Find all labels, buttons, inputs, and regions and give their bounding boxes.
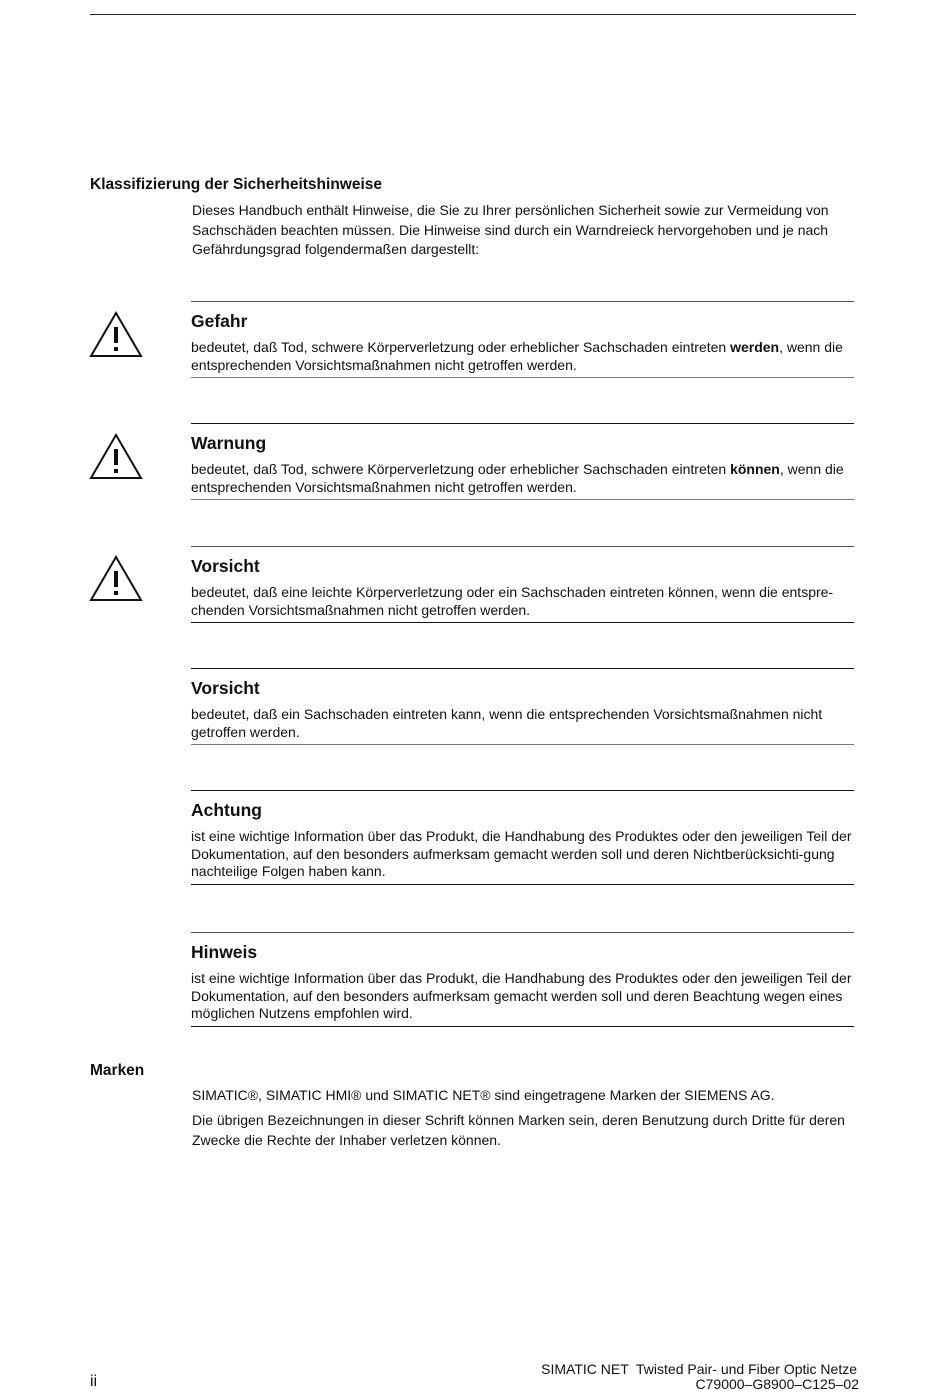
notice-achtung xyxy=(191,790,854,885)
notice-bottom-rule xyxy=(191,377,854,378)
footer-doc-title: SIMATIC NET Twisted Pair- und Fiber Optic Netze xyxy=(541,1361,857,1377)
notice-hinweis xyxy=(191,932,854,1027)
notice-text: bedeutet, daß eine leichte Körperverletzung oder ein Sachschaden eintreten können, wenn die entspre-chenden Vorsichtsmaßnahmen nicht getroffen werden. xyxy=(191,584,834,618)
notice-top-rule xyxy=(191,301,854,302)
notice-text: bedeutet, daß ein Sachschaden eintreten kann, wenn die entsprechenden Vorsichtsmaßnahmen nicht getroffen werden. xyxy=(191,706,823,740)
notice-bottom-rule xyxy=(191,622,854,623)
notice-bottom-rule xyxy=(191,1026,854,1027)
warning-triangle-icon xyxy=(88,310,144,360)
notice-bottom-rule xyxy=(191,884,854,885)
notice-title: Warnung xyxy=(191,433,267,453)
notice-text: ist eine wichtige Information über das Produkt, die Handhabung des Produktes oder den jeweiligen Teil der Dokumentation, auf den besonders aufmerksam gemacht werden soll und deren Beachtung wegen eines möglichen Nutzens empfohlen wird. xyxy=(191,970,852,1021)
notice-top-rule xyxy=(191,423,854,424)
marks-registered: SIMATIC®, SIMATIC HMI® und SIMATIC NET® sind eingetragene Marken der SIEMENS AG. xyxy=(192,1087,775,1103)
notice-top-rule xyxy=(191,932,854,933)
notice-top-rule xyxy=(191,790,854,791)
notice-top-rule xyxy=(191,668,854,669)
notice-text: bedeutet, daß Tod, schwere Körperverletzung oder erheblicher Sachschaden eintreten können, wenn die entsprechenden Vorsichtsmaßnahmen nicht getroffen werden. xyxy=(191,461,844,495)
notice-bottom-rule xyxy=(191,499,854,500)
footer-doc-number: C79000–G8900–C125–02 xyxy=(695,1376,859,1392)
classification-intro: Dieses Handbuch enthält Hinweise, die Sie zu Ihrer persönlichen Sicherheit sowie zur Vermeidung von Sachschäden beachten müssen. Die Hinweise sind durch ein Warndreieck hervorgehoben und je nach Gefährdungsgrad folgendermaßen dargestellt: xyxy=(192,202,829,257)
warning-triangle-icon xyxy=(88,432,144,482)
notice-title: Achtung xyxy=(191,800,262,820)
notice-vorsicht-personal xyxy=(191,546,854,623)
notice-title: Vorsicht xyxy=(191,678,260,698)
notice-warnung xyxy=(191,423,854,500)
notice-text: ist eine wichtige Information über das Produkt, die Handhabung des Produktes oder den jeweiligen Teil der Dokumentation, auf den besonders aufmerksam gemacht werden soll und deren Nichtberücksichti-gung nachteilige Folgen haben kann. xyxy=(191,828,852,879)
notice-title: Hinweis xyxy=(191,942,258,962)
marks-other: Die übrigen Bezeichnungen in dieser Schrift können Marken sein, deren Benutzung durch Dritte für deren Zwecke die Rechte der Inhaber verletzen können. xyxy=(192,1112,845,1148)
section-title-marks: Marken xyxy=(90,1062,145,1079)
warning-triangle-icon xyxy=(88,554,144,604)
notice-gefahr xyxy=(191,301,854,378)
notice-bottom-rule xyxy=(191,744,854,745)
notice-text: bedeutet, daß Tod, schwere Körperverletzung oder erheblicher Sachschaden eintreten werden, wenn die entsprechenden Vorsichtsmaßnahmen nicht getroffen werden. xyxy=(191,339,843,373)
section-title-classification: Klassifizierung der Sicherheitshinweise xyxy=(90,176,383,193)
notice-title: Gefahr xyxy=(191,311,248,331)
page-number: ii xyxy=(90,1373,98,1390)
notice-title: Vorsicht xyxy=(191,556,260,576)
top-rule xyxy=(90,14,856,15)
notice-vorsicht-property xyxy=(191,668,854,745)
notice-top-rule xyxy=(191,546,854,547)
